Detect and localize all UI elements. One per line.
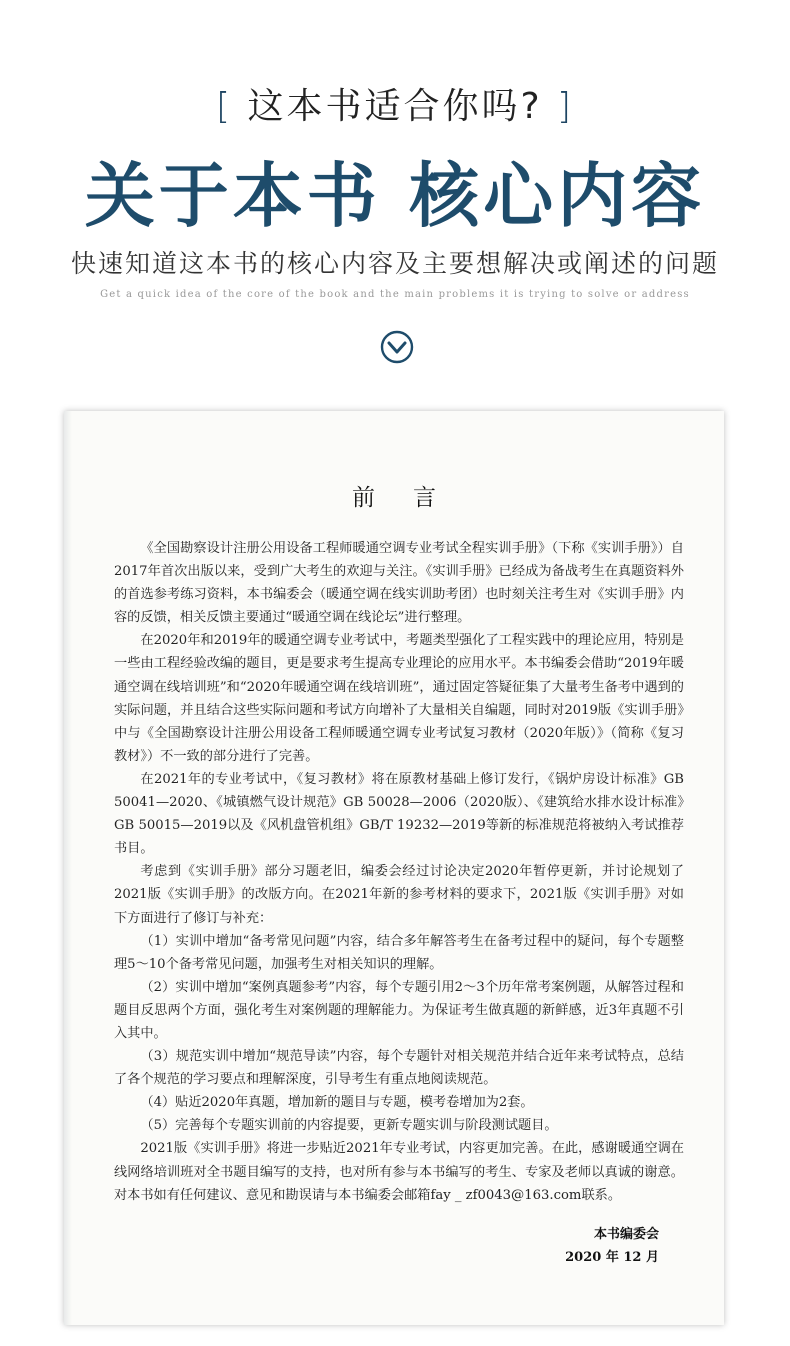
preface-list-item: （4）贴近2020年真题，增加新的题目与专题，模考卷增加为2套。 <box>140 1095 534 1111</box>
subtitle-english: Get a quick idea of the core of the book and the main problems it is trying to solve or address <box>100 289 690 300</box>
preface-paragraph: 在2021年的专业考试中，《复习教材》将在原教材基础上修订发行，《锅炉房设计标准》GB 50041—2020、《城镇燃气设计规范》GB 50028—2006（2020版）、《建筑给水排水设计标准》GB 50015—2019以及《风机盘管机组》GB/T 19232—2019等新的标准规范将被纳入考试推荐书目。 <box>114 771 684 857</box>
bracket-left: [ <box>215 86 233 127</box>
signature-block <box>519 1223 659 1269</box>
preface-paragraph: 2021版《实训手册》将进一步贴近2021年专业考试，内容更加完善。在此，感谢暖通空调在线网络培训班对全书题目编写的支持，也对所有参与本书编写的考生、专家及老师以真诚的谢意。对本书如有任何建议、意见和勘误请与本书编委会邮箱fay _ zf0043@163.com联系。 <box>114 1141 684 1203</box>
question-text: 这本书适合你吗? <box>247 86 543 127</box>
preface-title: 前言 <box>352 485 474 511</box>
preface-paragraph: 在2020年和2019年的暖通空调专业考试中，考题类型强化了工程实践中的理论应用，特别是一些由工程经验改编的题目，更是要求考生提高专业理论的应用水平。本书编委会借助“2019年暖通空调在线培训班”和“2020年暖通空调在线培训班”，通过固定答疑征集了大量考生备考中遇到的实际问题，并且结合这些实际问题和考试方向增补了大量相关自编题，同时对2019版《实训手册》中与《全国勘察设计注册公用设备工程师暖通空调专业考试复习教材（2020年版）》（简称《复习教材》）不一致的部分进行了完善。 <box>114 633 684 764</box>
subtitle-chinese: 快速知道这本书的核心内容及主要想解决或阐述的问题 <box>70 249 719 278</box>
preface-body <box>114 537 684 1207</box>
page-fold-shadow <box>64 411 72 1325</box>
signature-date: 2020 年 12 月 <box>565 1250 659 1265</box>
preface-list-item: （3）规范实训中增加“规范导读”内容，每个专题针对相关规范并结合近年来考试特点，总结了各个规范的学习要点和理解深度，引导考生有重点地阅读规范。 <box>114 1049 684 1088</box>
chevron-down-circle-icon <box>380 330 414 364</box>
preface-list-item: （5）完善每个专题实训前的内容提要，更新专题实训与阶段测试题目。 <box>140 1118 558 1134</box>
main-title: 关于本书 核心内容 <box>84 154 706 237</box>
page-header <box>0 0 790 400</box>
question-heading <box>0 78 790 129</box>
preface-paragraph: 《全国勘察设计注册公用设备工程师暖通空调专业考试全程实训手册》（下称《实训手册》）自2017年首次出版以来，受到广大考生的欢迎与关注。《实训手册》已经成为备战考生在真题资料外的首选参考练习资料，本书编委会（暖通空调在线实训助考团）也时刻关注考生对《实训手册》内容的反馈，相关反馈主要通过“暖通空调在线论坛”进行整理。 <box>114 541 684 626</box>
preface-list-item: （2）实训中增加“案例真题参考”内容，每个专题引用2～3个历年常考案例题，从解答过程和题目反思两个方面，强化考生对案例题的理解能力。为保证考生做真题的新鲜感，近3年真题不引入其中。 <box>114 979 684 1041</box>
preface-list-item: （1）实训中增加“备考常见问题”内容，结合多年解答考生在备考过程中的疑问，每个专题整理5～10个备考常见问题，加强考生对相关知识的理解。 <box>114 933 684 972</box>
bracket-right: ] <box>557 86 575 127</box>
preface-page-scan <box>64 411 724 1325</box>
preface-paragraph: 考虑到《实训手册》部分习题老旧，编委会经过讨论决定2020年暂停更新，并讨论规划了2021版《实训手册》的改版方向。在2021年新的参考材料的要求下，2021版《实训手册》对如下方面进行了修订与补充： <box>114 864 684 926</box>
signature-org: 本书编委会 <box>593 1227 659 1242</box>
